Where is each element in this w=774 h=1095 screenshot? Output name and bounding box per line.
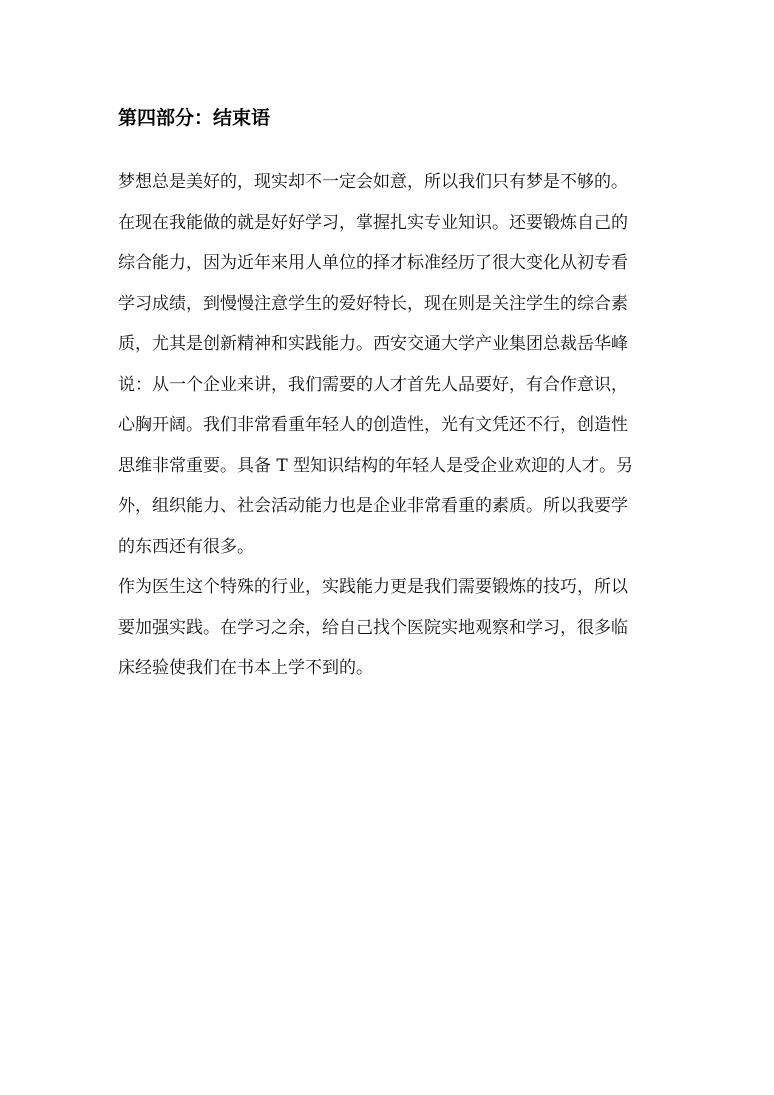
paragraph-line: 综合能力，因为近年来用人单位的择才标准经历了很大变化从初专看 — [118, 253, 628, 273]
paragraph-line: 梦想总是美好的，现实却不一定会如意，所以我们只有梦是不够的。 — [118, 172, 628, 192]
paragraph-line: 要加强实践。在学习之余，给自己找个医院实地观察和学习，很多临 — [118, 618, 628, 638]
paragraph-line: 作为医生这个特殊的行业，实践能力更是我们需要锻炼的技巧，所以 — [118, 577, 628, 597]
paragraph-line: 学习成绩，到慢慢注意学生的爱好特长，现在则是关注学生的综合素 — [118, 294, 628, 314]
paragraph-line: 质，尤其是创新精神和实践能力。西安交通大学产业集团总裁岳华峰 — [118, 334, 628, 354]
paragraph-line: 的东西还有很多。 — [118, 537, 254, 557]
paragraph-line: 说：从一个企业来讲，我们需要的人才首先人品要好，有合作意识， — [118, 375, 628, 395]
paragraph-line: 思维非常重要。具备 T 型知识结构的年轻人是受企业欢迎的人才。另 — [118, 456, 634, 476]
section-heading: 第四部分：结束语 — [118, 107, 271, 129]
paragraph-line: 在现在我能做的就是好好学习，掌握扎实专业知识。还要锻炼自己的 — [118, 213, 628, 233]
paragraph-line: 床经验使我们在书本上学不到的。 — [118, 658, 373, 678]
paragraph-line: 外，组织能力、社会活动能力也是企业非常看重的素质。所以我要学 — [118, 496, 628, 516]
paragraph-line: 心胸开阔。我们非常看重年轻人的创造性，光有文凭还不行，创造性 — [118, 415, 628, 435]
